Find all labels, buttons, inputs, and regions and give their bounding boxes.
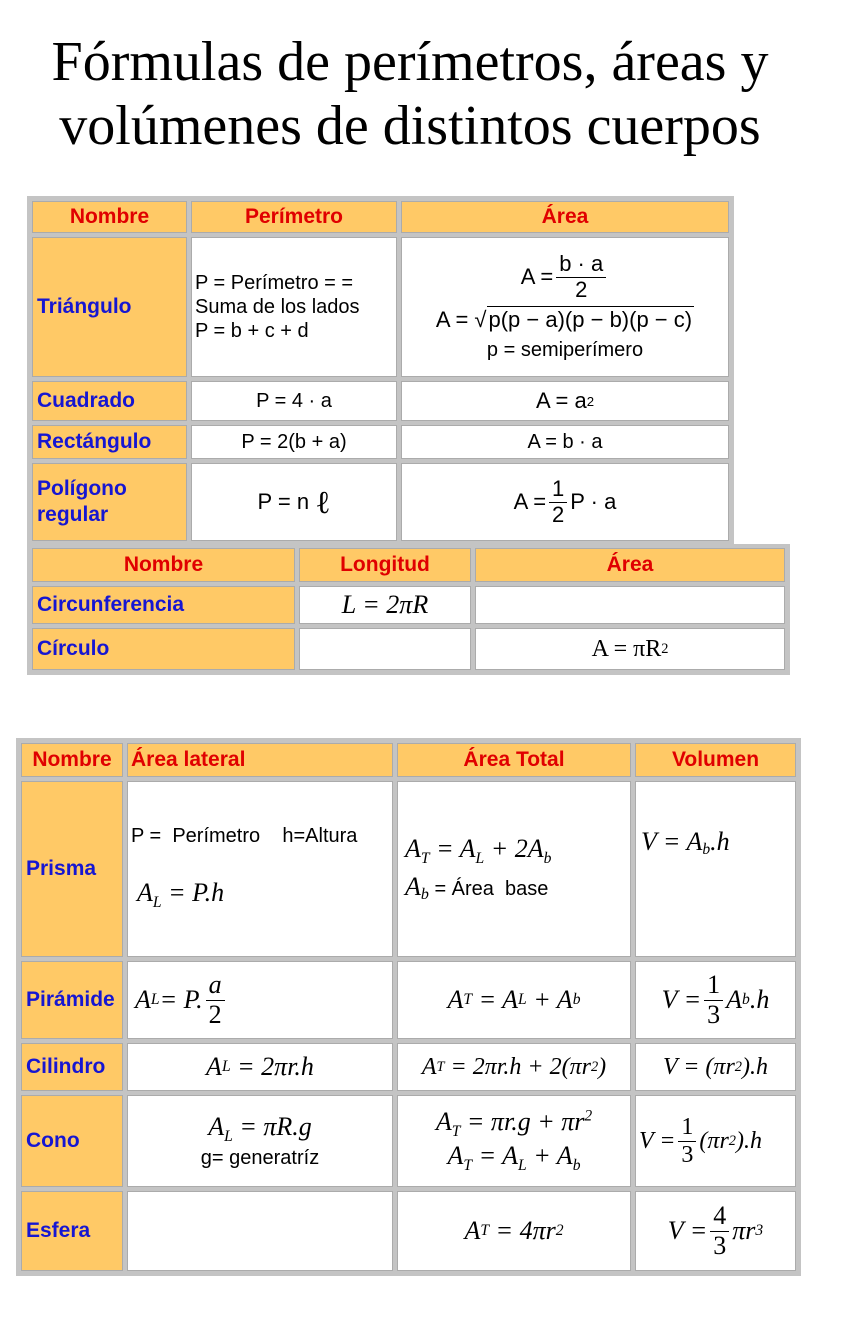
header2-longitud: Longitud (299, 548, 471, 582)
header3-total: Área Total (397, 743, 631, 777)
tri-area-lhs: A = (520, 264, 554, 289)
triangulo-area (401, 237, 729, 377)
cil-l-rhs: = 2πr.h (230, 1052, 314, 1081)
pol-p-lhs: P = n (257, 489, 310, 514)
con-t1-formula (436, 1107, 592, 1141)
pri-t1-sub: T (420, 850, 430, 867)
row-name-circulo: Círculo (32, 628, 295, 670)
esfera-lateral (127, 1191, 393, 1271)
con-t1-rhs: = πr.g + πr (460, 1106, 585, 1136)
pir-l-sub: L (150, 991, 160, 1008)
pir-t-rhs: + A (526, 985, 573, 1014)
pir-l-a: A (135, 985, 151, 1014)
table-volumenes (16, 738, 801, 1276)
esf-t-exp: 2 (555, 1222, 564, 1239)
esfera-volumen (635, 1191, 796, 1271)
pol-p-l: ℓ (315, 483, 331, 521)
pri-lateral-line-1: P = Perímetro h=Altura (131, 825, 358, 848)
esf-t-rhs: = 4πr (489, 1216, 556, 1245)
cono-volumen (635, 1095, 796, 1187)
con-l-sub: L (224, 1128, 233, 1146)
tri-heron-formula (436, 306, 694, 333)
pri-l2-sub: L (152, 894, 162, 912)
poligono-perimetro (191, 463, 397, 541)
title-line-1: Fórmulas de perímetros, áreas y (51, 31, 769, 93)
tri-area-num: b · a (556, 252, 606, 277)
row-name-prisma: Prisma (21, 781, 123, 957)
con-v-den: 3 (681, 1141, 694, 1168)
pir-t-sub2: L (518, 991, 527, 1008)
header-nombre: Nombre (32, 201, 187, 233)
cua-area-base: A = a (535, 388, 587, 413)
cilindro-lateral (127, 1043, 393, 1091)
pol-a-den: 2 (552, 501, 565, 527)
pol-a-rhs: P · a (570, 489, 617, 514)
cilindro-volumen (635, 1043, 796, 1091)
title-line-2: volúmenes de distintos cuerpos (59, 95, 761, 157)
triangulo-perimetro (191, 237, 397, 377)
cil-v-exp: 2 (734, 1058, 742, 1075)
cil-t-sub: T (436, 1058, 445, 1075)
tri-heron-radicand: p(p − a)(p − b)(p − c) (488, 306, 693, 332)
row-name-cilindro: Cilindro (21, 1043, 123, 1091)
pri-t1-mid: = A (429, 833, 476, 863)
esfera-total (397, 1191, 631, 1271)
table-circulo (27, 544, 790, 675)
esf-v-exp: 3 (755, 1222, 764, 1239)
page-title (0, 30, 820, 158)
piramide-volumen (635, 961, 796, 1039)
rectangulo-area: A = b · a (401, 425, 729, 459)
esf-v-lhs: V = (667, 1216, 708, 1245)
tri-p-line-1: P = Perímetro = = (195, 272, 354, 294)
header-perimetro: Perímetro (191, 201, 397, 233)
tri-semiperimetro: p = semiperímero (486, 338, 644, 361)
con-v-num: 1 (678, 1114, 696, 1141)
con-t1-exp: 2 (584, 1107, 593, 1125)
pri-total-formula (405, 834, 551, 868)
pir-t-mid: = A (472, 985, 519, 1014)
tri-area-fraction (556, 252, 606, 301)
row-name-cuadrado: Cuadrado (32, 381, 187, 421)
cil-t-a: A (421, 1053, 437, 1080)
tri-area-den: 2 (575, 276, 588, 302)
cuadrado-perimetro: P = 4 · a (191, 381, 397, 421)
cil-t-exp: 2 (590, 1058, 599, 1075)
pri-t1-sub3: b (543, 850, 552, 867)
cil-t-end: ) (598, 1053, 607, 1080)
pir-l-den: 2 (208, 999, 222, 1029)
pri-l2-rhs: = P.h (161, 878, 225, 908)
cua-area-exp: 2 (586, 393, 595, 409)
esf-v-fraction (710, 1202, 729, 1260)
circunferencia-area (475, 586, 785, 624)
pir-v-den: 3 (707, 999, 721, 1029)
header-area: Área (401, 201, 729, 233)
con-l-a: A (208, 1112, 225, 1142)
pol-a-fraction (549, 477, 567, 526)
cono-total (397, 1095, 631, 1187)
con-generatriz: g= generatríz (200, 1146, 320, 1169)
cilindro-total (397, 1043, 631, 1091)
row-name-esfera: Esfera (21, 1191, 123, 1271)
con-v-fraction (678, 1114, 696, 1168)
pri-t2-sub: b (420, 886, 429, 904)
con-v-end: ).h (735, 1127, 762, 1154)
pir-t-sub: T (463, 991, 473, 1008)
cir-a-exp: 2 (661, 640, 669, 657)
header2-nombre: Nombre (32, 548, 295, 582)
pir-t-a: A (447, 985, 464, 1014)
tri-area-formula (521, 252, 609, 301)
header2-area: Área (475, 548, 785, 582)
header3-volumen: Volumen (635, 743, 796, 777)
pir-v-lhs: V = (661, 985, 702, 1014)
prisma-volumen (635, 781, 796, 957)
esf-t-a: A (464, 1216, 481, 1245)
esf-v-rhs: πr (732, 1216, 756, 1245)
con-t2-rhs: + A (526, 1141, 573, 1170)
row-name-rectangulo: Rectángulo (32, 425, 187, 459)
table-perimetros (27, 196, 734, 546)
pri-v-sub: b (702, 841, 711, 858)
pri-v-rhs: .h (710, 827, 730, 856)
con-t2-mid: = A (472, 1141, 519, 1170)
piramide-total (397, 961, 631, 1039)
prisma-lateral (127, 781, 393, 957)
header3-nombre: Nombre (21, 743, 123, 777)
pir-v-fraction (704, 971, 723, 1029)
row-name-piramide: Pirámide (21, 961, 123, 1039)
pri-base-formula (405, 872, 548, 904)
pri-lateral-formula (131, 878, 224, 912)
cil-l-a: A (206, 1052, 222, 1081)
con-t1-a: A (435, 1106, 452, 1136)
circulo-longitud (299, 628, 471, 670)
pri-l2-a: A (137, 878, 153, 908)
pri-t1-sub2: L (475, 850, 485, 867)
pri-t1-rhs: + 2A (484, 833, 544, 863)
pol-a-lhs: A = (513, 489, 547, 514)
esf-t-sub: T (480, 1222, 490, 1239)
pir-t-sub3: b (572, 991, 581, 1008)
esf-v-num: 4 (710, 1202, 729, 1232)
con-l-rhs: = πR.g (232, 1112, 312, 1142)
row-name-triangulo: Triángulo (32, 237, 187, 377)
cil-t-rhs: = 2πr.h + 2(πr (444, 1053, 591, 1080)
row-name-circunferencia: Circunferencia (32, 586, 295, 624)
con-t1-sub: T (451, 1123, 461, 1140)
cir-a-base: A = πR (591, 635, 662, 662)
cono-lateral (127, 1095, 393, 1187)
row-name-poligono: Polígono regular (32, 463, 187, 541)
cil-v-end: ).h (741, 1053, 768, 1080)
con-v-exp: 2 (728, 1132, 736, 1149)
pir-v-sub: b (742, 991, 750, 1008)
tri-heron-lhs: A = (435, 306, 469, 332)
header3-lateral: Área lateral (127, 743, 393, 777)
sqrt-icon: √ p(p − a)(p − b)(p − c) (468, 306, 693, 332)
pir-l-fraction (206, 971, 225, 1029)
cil-l-sub: L (221, 1058, 231, 1075)
pir-l-num: a (206, 971, 225, 1001)
con-v-rhs: (πr (699, 1127, 729, 1154)
pir-v-num: 1 (704, 971, 723, 1001)
poligono-area (401, 463, 729, 541)
pir-v-end: .h (749, 985, 770, 1014)
tri-p-line-2: Suma de los lados (195, 296, 360, 318)
prisma-total (397, 781, 631, 957)
pri-t2-a: A (405, 872, 421, 901)
row-name-cono: Cono (21, 1095, 123, 1187)
con-t2-sub2: L (518, 1157, 527, 1175)
pri-v-lhs: V = A (641, 827, 703, 856)
pri-t2-rhs: = Área base (428, 878, 549, 900)
esf-v-den: 3 (713, 1230, 727, 1260)
pol-a-num: 1 (549, 477, 567, 502)
tri-p-line-3: P = b + c + d (195, 320, 309, 342)
rectangulo-perimetro: P = 2(b + a) (191, 425, 397, 459)
con-t2-sub: T (463, 1157, 473, 1175)
circunferencia-longitud: L = 2πR (299, 586, 471, 624)
pir-l-mid: = P. (159, 985, 203, 1014)
cil-v-lhs: V = (πr (663, 1053, 735, 1080)
con-t2-formula (448, 1141, 581, 1175)
pri-t1-a: A (405, 833, 421, 863)
pir-v-a: A (726, 985, 743, 1014)
con-t2-a: A (447, 1141, 464, 1170)
con-v-lhs: V = (639, 1127, 676, 1154)
cuadrado-area (401, 381, 729, 421)
con-t2-sub3: b (572, 1157, 581, 1175)
piramide-lateral (127, 961, 393, 1039)
con-l-formula (208, 1112, 312, 1146)
circulo-area (475, 628, 785, 670)
